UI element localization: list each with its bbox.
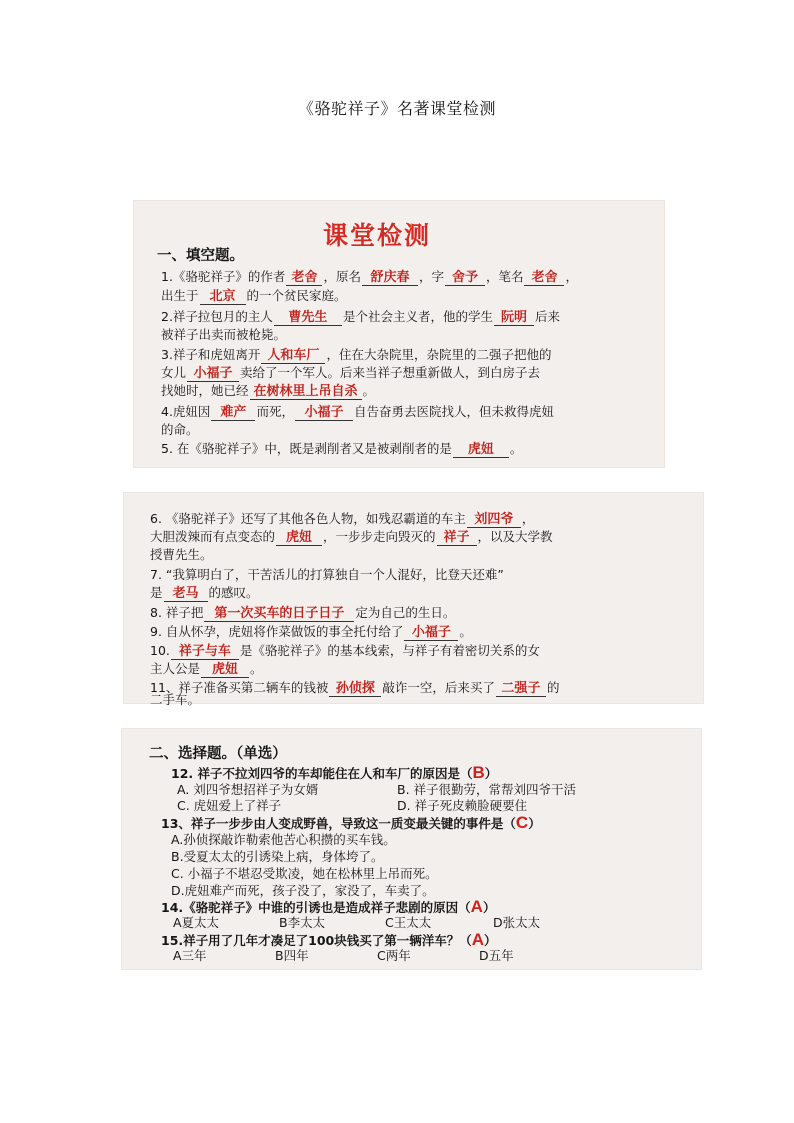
answer-bold-character: 虎妞: [286, 530, 313, 545]
answer-birthplace: 北京: [209, 289, 236, 304]
answer-main-thread: 祥子与车: [178, 644, 231, 659]
answer-blank: [362, 269, 418, 286]
question-11-line-1: [150, 679, 559, 697]
question-5-line-1: [161, 440, 522, 458]
question-14-text: 14.《骆驼祥子》中谁的引诱也是造成祥子悲剧的原因（: [161, 900, 471, 915]
answer-blank: [274, 309, 342, 326]
question-1-text: 1.《骆驼祥子》的作者: [161, 269, 286, 284]
question-6-text: 大胆泼辣而有点变态的: [150, 529, 276, 544]
answer-blank: [329, 680, 381, 697]
question-2-text: 2.祥子拉包月的主人: [161, 309, 273, 324]
question-13-text: ）: [528, 816, 541, 831]
question-15-option-d: D五年: [479, 948, 514, 963]
answer-speaker: 老马: [172, 586, 199, 601]
question-3-line-1: [161, 346, 551, 364]
section-heading-multiple-choice: 二、选择题。（单选）: [149, 746, 287, 762]
question-14-text: ）: [482, 900, 496, 915]
question-1-line-1: [161, 268, 578, 286]
question-10-text: 。: [250, 661, 263, 676]
question-15-option-a: A三年: [173, 948, 207, 963]
answer-blank: [211, 404, 255, 421]
answer-cause: 难产: [220, 405, 247, 420]
question-1-line-2: [161, 287, 347, 305]
answer-blank: [524, 269, 564, 286]
answer-blank: [437, 529, 477, 546]
answer-blank: [496, 680, 546, 697]
question-13-option-a: A.孙侦探敲诈勒索他苦心积攒的买车钱。: [171, 832, 396, 847]
panel-heading: 课堂检测: [323, 221, 432, 250]
question-3-text: 卖给了一个军人。后来当祥子想重新做人，到白房子去: [240, 365, 541, 380]
question-11-text: 的: [546, 680, 560, 695]
question-11-text: 11、祥子准备买第二辆车的钱被: [150, 680, 329, 695]
answer-blank: [445, 269, 485, 286]
question-3-text: 3.祥子和虎妞离开: [161, 347, 261, 362]
answer-blank: [453, 441, 509, 458]
question-12-option-a: A. 刘四爷想招祥子为女婿: [177, 782, 319, 797]
question-14-option-a: A夏太太: [173, 915, 220, 930]
question-6-text: ，以及大学教: [477, 529, 553, 544]
multiple-choice-panel: [121, 728, 702, 970]
question-8-text: 定为自己的生日。: [355, 605, 456, 620]
question-15-option-b: B四年: [275, 948, 309, 963]
answer-choice: C: [515, 813, 529, 832]
question-3-line-2: [161, 364, 540, 382]
question-6-text: ，一步步走向毁灭的: [323, 529, 436, 544]
answer-blank: [286, 269, 322, 286]
question-1-text: ，字: [418, 269, 444, 284]
fill-in-panel-1: [133, 200, 665, 468]
answer-author: 老舍: [291, 270, 318, 285]
answer-blank: [295, 404, 353, 421]
question-13-option-b: B.受夏太太的引诱染上病，身体垮了。: [171, 849, 384, 864]
question-5-text: 5. 在《骆驼祥子》中，既是剥削者又是被剥削者的是: [161, 441, 452, 456]
question-6-text: ，: [521, 511, 535, 526]
question-12-text: 12. 祥子不拉刘四爷的车却能住在人和车厂的原因是（: [171, 766, 473, 781]
answer-character: 虎妞: [467, 442, 494, 457]
question-6-line-3: 授曹先生。: [150, 547, 213, 562]
question-7-line-2: [150, 584, 259, 602]
answer-blank: [404, 624, 458, 641]
answer-courtesy-name: 舍予: [451, 270, 478, 285]
question-10-text: 是《骆驼祥子》的基本线索，与祥子有着密切关系的女: [239, 643, 540, 658]
answer-blank: [494, 309, 534, 326]
answer-location: 人和车厂: [267, 348, 320, 363]
question-1-text: 出生于: [161, 288, 199, 303]
answer-real-name: 舒庆春: [370, 270, 410, 285]
question-9-text: 。: [459, 624, 472, 639]
question-9-text: 9. 自从怀孕，虎妞将作菜做饭的事全托付给了: [150, 624, 404, 639]
question-4-text: 而死，: [256, 404, 294, 419]
question-3-text: 。: [362, 383, 376, 398]
question-11-line-2: 二手车。: [150, 692, 201, 707]
answer-car-owner: 刘四爷: [474, 512, 514, 527]
question-4-text: 4.虎妞因: [161, 404, 211, 419]
answer-employer: 曹先生: [288, 310, 328, 325]
answer-daughter: 小福子: [193, 366, 233, 381]
question-13-option-c: C. 小福子不堪忍受欺凌，她在松林里上吊而死。: [171, 866, 438, 881]
answer-blank: [171, 643, 239, 660]
question-12-option-c: C. 虎妞爱上了祥子: [177, 798, 282, 813]
question-3-text: 找她时，她已经: [161, 383, 249, 398]
question-1-text: ，: [565, 269, 578, 284]
question-1-text: ，原名: [323, 269, 361, 284]
question-4-line-1: [161, 403, 554, 421]
question-13-option-d: D.虎妞难产而死，孩子没了，家没了，车卖了。: [171, 883, 435, 898]
answer-seller: 二强子: [501, 681, 541, 696]
question-3-text: ，住在大杂院里，杂院里的二强子把他的: [326, 347, 552, 362]
question-15-stem: [161, 931, 497, 950]
answer-blank: [250, 383, 362, 400]
answer-student: 阮明: [500, 310, 527, 325]
question-15-option-c: C两年: [377, 948, 411, 963]
answer-blank: [201, 661, 249, 678]
question-10-text: 10.: [150, 643, 170, 658]
question-8-text: 8. 祥子把: [150, 605, 204, 620]
question-6-line-1: [150, 510, 534, 528]
question-7-text: 是: [150, 585, 163, 600]
question-10-line-2: [150, 660, 263, 678]
answer-heroine: 虎妞: [212, 662, 239, 677]
question-7-text: 的感叹。: [208, 585, 259, 600]
answer-helper: 小福子: [304, 405, 344, 420]
question-2-line-1: [161, 308, 560, 326]
question-6-line-2: [150, 528, 553, 546]
question-1-text: ，笔名: [485, 269, 524, 284]
question-15-text: 15.祥子用了几年才凑足了100块钱买了第一辆洋车？（: [161, 933, 472, 948]
question-14-option-c: C王太太: [385, 915, 432, 930]
question-7-line-1: 7. “我算明白了，干苦活儿的打算独自一个人混好，比登天还难”: [150, 567, 504, 582]
answer-birthday: 第一次买车的日子日子: [214, 606, 345, 621]
question-4-text: 自告奋勇去医院找人，但未救得虎妞: [353, 404, 554, 419]
answer-helper-cook: 小福子: [411, 625, 451, 640]
question-12-option-d: D. 祥子死皮赖脸硬要住: [397, 798, 528, 813]
answer-blank: [187, 365, 239, 382]
answer-extortioner: 孙侦探: [335, 681, 375, 696]
answer-blank: [276, 529, 322, 546]
question-3-text: 女儿: [161, 365, 187, 380]
question-2-line-2: 被祥子出卖而被枪毙。: [161, 327, 287, 342]
question-12-text: ）: [484, 766, 498, 781]
document-title: 《骆驼祥子》名著课堂检测: [297, 99, 496, 118]
question-13-text: 13、祥子一步步由人变成野兽，导致这一质变最关键的事件是（: [161, 816, 516, 831]
answer-blank: [200, 288, 246, 305]
answer-blank: [261, 347, 325, 364]
answer-fate: 在树林里上吊自杀: [253, 384, 358, 399]
question-4-line-2: 的命。: [161, 422, 199, 437]
question-15-text: ）: [484, 933, 497, 948]
question-9-line: [150, 623, 472, 641]
section-heading-fill-in: 一、填空题。: [157, 248, 244, 264]
answer-blank: [204, 605, 354, 622]
answer-choice: A: [471, 930, 485, 949]
question-2-text: 是个社会主义者，他的学生: [342, 309, 493, 324]
answer-blank: [467, 511, 521, 528]
fill-in-panel-2: [123, 492, 704, 707]
question-12-option-b: B. 祥子很勤劳，常帮刘四爷干活: [397, 782, 577, 797]
question-11-text: 敲诈一空，后来买了: [382, 680, 495, 695]
question-14-option-b: B李太太: [279, 915, 326, 930]
question-2-text: 后来: [534, 309, 560, 324]
answer-blank: [164, 585, 208, 602]
answer-choice: A: [470, 897, 483, 916]
question-5-text: 。: [509, 441, 523, 456]
question-6-text: 6. 《骆驼祥子》还写了其他各色人物，如残忍霸道的车主: [150, 511, 466, 526]
question-3-line-3: [161, 382, 375, 400]
answer-choice: B: [472, 763, 485, 782]
question-10-line-1: [150, 642, 540, 660]
answer-doomed-character: 祥子: [443, 530, 470, 545]
answer-pen-name: 老舍: [531, 270, 558, 285]
question-14-option-d: D张太太: [493, 915, 541, 930]
question-1-text: 的一个贫民家庭。: [246, 288, 347, 303]
question-8-line: [150, 604, 455, 622]
question-10-text: 主人公是: [150, 661, 201, 676]
